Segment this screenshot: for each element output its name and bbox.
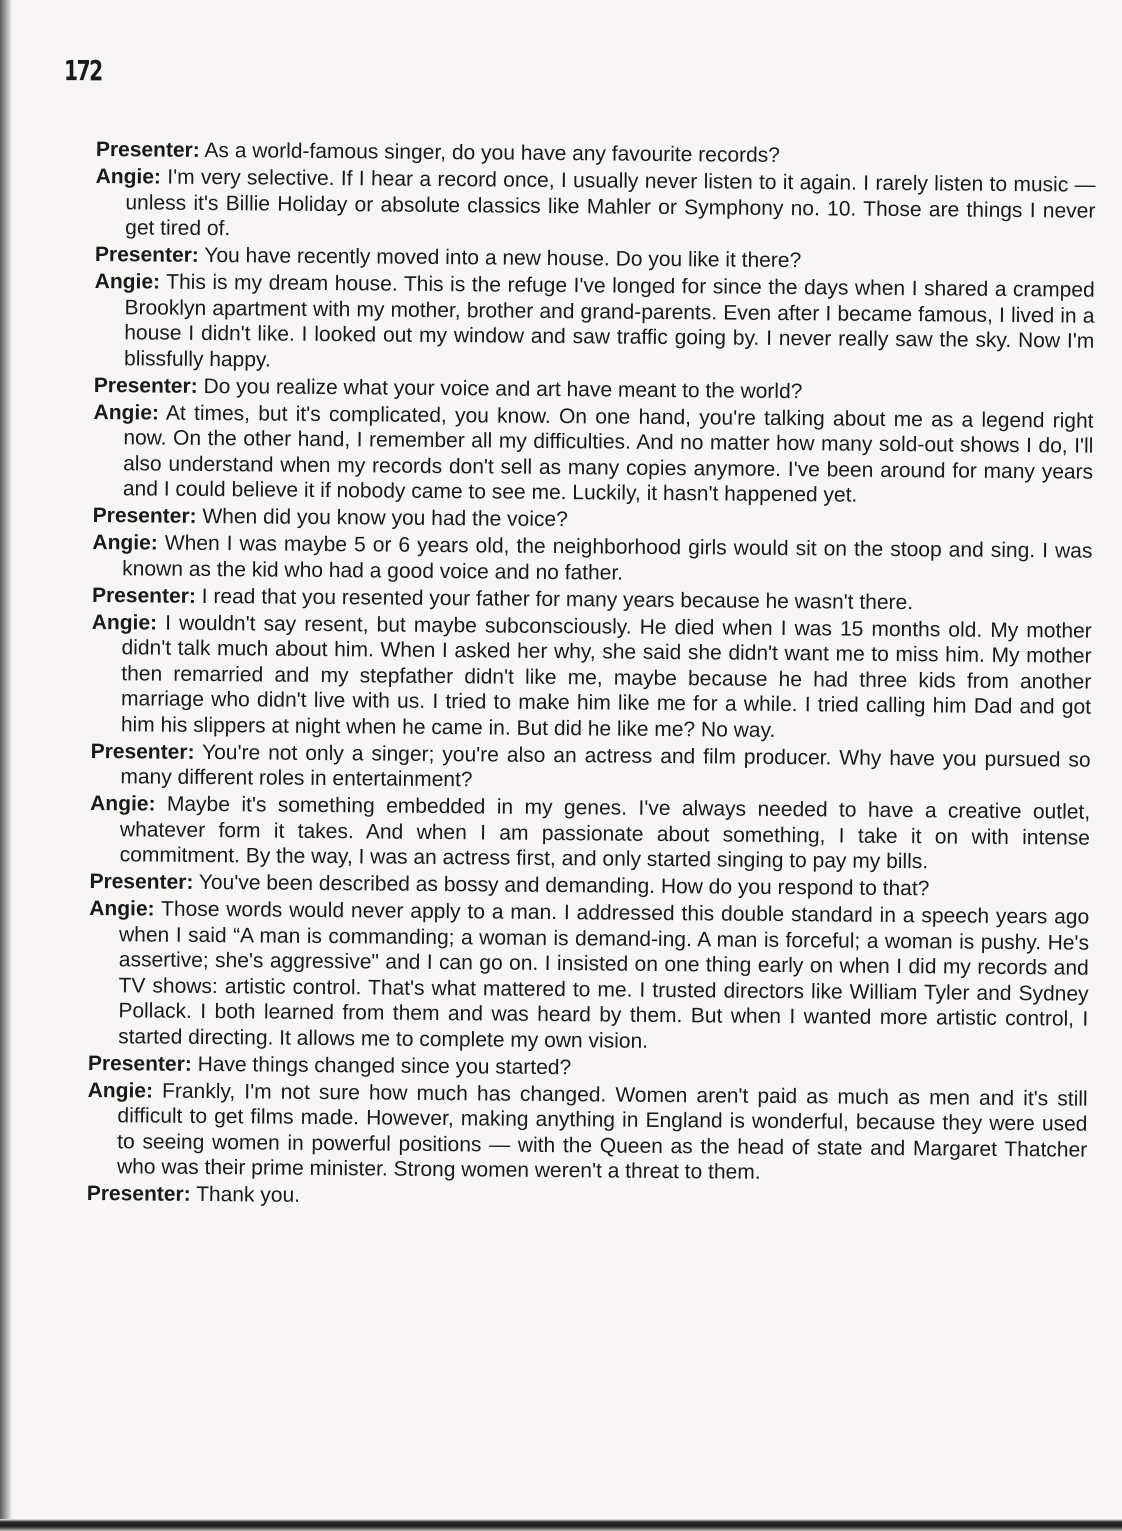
speaker-label: Presenter:: [91, 583, 196, 608]
dialogue-turn-angie: [91, 609, 1092, 745]
speaker-label: Presenter:: [89, 869, 194, 894]
page-number: 172: [64, 54, 102, 87]
interview-dialogue: [87, 137, 1096, 1217]
dialogue-text: I wouldn't say resent, but maybe subconsciously. He died when I was 15 months old. My mother didn't talk much about him. When I asked her why, she said she didn't want me to miss him. My mother then remarried and my stepfather didn't like me, maybe because he had three kids from another marriage who didn't live with us. I tried to make him like me for a while. I tried calling him Dad and got him his slippers at night when he came in. But did he like me? No way.: [120, 611, 1092, 742]
dialogue-text: Do you realize what your voice and art have meant to the world?: [197, 374, 803, 403]
speaker-label: Angie:: [87, 1078, 154, 1103]
dialogue-turn-presenter: [90, 738, 1090, 798]
speaker-label: Angie:: [90, 791, 156, 816]
speaker-label: Presenter:: [86, 1181, 191, 1206]
speaker-label: Angie:: [91, 610, 158, 635]
dialogue-text: You have recently moved into a new house. Do you like it there?: [198, 243, 802, 273]
page-binding-edge: [0, 0, 12, 1531]
page-bottom-edge: [0, 1519, 1122, 1531]
dialogue-turn-angie: [94, 269, 1095, 380]
dialogue-text: Thank you.: [190, 1182, 301, 1207]
speaker-label: Presenter:: [93, 373, 198, 398]
dialogue-text: Maybe it's something embedded in my genes. I've always needed to have a creative outlet, whatever form it takes. And when I am passionate about something, I take it on with intense commitment. By the way, I was an actress first, and only started singing to pay my bills.: [119, 792, 1091, 874]
dialogue-turn-angie: [93, 399, 1094, 510]
speaker-label: Presenter:: [87, 1051, 192, 1076]
dialogue-text: Frankly, I'm not sure how much has changed. Women aren't paid as much as men and it's still difficult to get films made. However, making anything in England is wonderful, because they were used to seeing women in powerful positions — with the Queen as the head of state and Margaret Thatcher who was their prime minister. Strong women weren't a threat to them.: [116, 1079, 1088, 1184]
dialogue-turn-angie: [87, 1077, 1088, 1188]
speaker-label: Presenter:: [94, 242, 199, 267]
dialogue-text: You're not only a singer; you're also an actress and film producer. Why have you pursued so many different roles in entertainment?: [120, 740, 1091, 792]
dialogue-turn-angie: [90, 791, 1091, 876]
dialogue-text: You've been described as bossy and demanding. How do you respond to that?: [193, 870, 930, 901]
dialogue-text: Those words would never apply to a man. I addressed this double standard in a speech years ago when I said “A man is commanding; a woman is demand-ing. A man is forceful; a woman is pushy. He's assertive; she's aggressive" and I can go on. I insisted on one thing early on when I did my records and TV shows: artistic control. That's what mattered to me. I trusted directors like William Tyler and Sydney Pollack. I both learned from them and was heard by them. But when I wanted more artistic control, I started directing. It allows me to complete my own vision.: [118, 897, 1090, 1053]
speaker-label: Angie:: [94, 269, 161, 294]
dialogue-text: I'm very selective. If I hear a record once, I usually never listen to it again. I rarely listen to music — unless it's Billie Holiday or absolute classics like Mahler or Symphony no. 10. Those are things I never get tired of.: [125, 165, 1096, 241]
speaker-label: Presenter:: [90, 739, 195, 764]
speaker-label: Angie:: [92, 530, 158, 555]
speaker-label: Presenter:: [95, 137, 200, 162]
dialogue-text: I read that you resented your father for many years because he wasn't there.: [195, 584, 914, 614]
dialogue-text: Have things changed since you started?: [191, 1052, 572, 1079]
dialogue-text: At times, but it's complicated, you know. On one hand, you're talking about me as a legend right now. On the other hand, I remember all my difficulties. And no matter how many sold-out shows I do, I'll also understand when my records don't sell as many copies anymore. I've been around for many years and I could believe it if nobody came to see me. Luckily, it hasn't happened yet.: [122, 401, 1094, 507]
dialogue-text: This is my dream house. This is the refuge I've longed for since the days when I shared a cramped Brooklyn apartment with my mother, brother and grand-parents. Even after I became famous, I lived in a house I didn't like. I looked out my window and saw traffic going by. I never really saw the sky. Now I'm blissfully happy.: [123, 270, 1095, 372]
dialogue-text: When did you know you had the voice?: [196, 504, 568, 532]
speaker-label: Angie:: [89, 896, 155, 921]
dialogue-turn-angie: [95, 164, 1096, 249]
speaker-label: Presenter:: [92, 503, 197, 528]
dialogue-turn-angie: [88, 896, 1089, 1058]
speaker-label: Angie:: [95, 164, 162, 189]
speaker-label: Angie:: [93, 400, 160, 425]
dialogue-turn-angie: [92, 530, 1092, 590]
dialogue-text: When I was maybe 5 or 6 years old, the neighborhood girls would sit on the stoop and sing. I was known as the kid who had a good voice and no father.: [122, 531, 1093, 585]
dialogue-text: As a world-famous singer, do you have any favourite records?: [199, 138, 781, 167]
